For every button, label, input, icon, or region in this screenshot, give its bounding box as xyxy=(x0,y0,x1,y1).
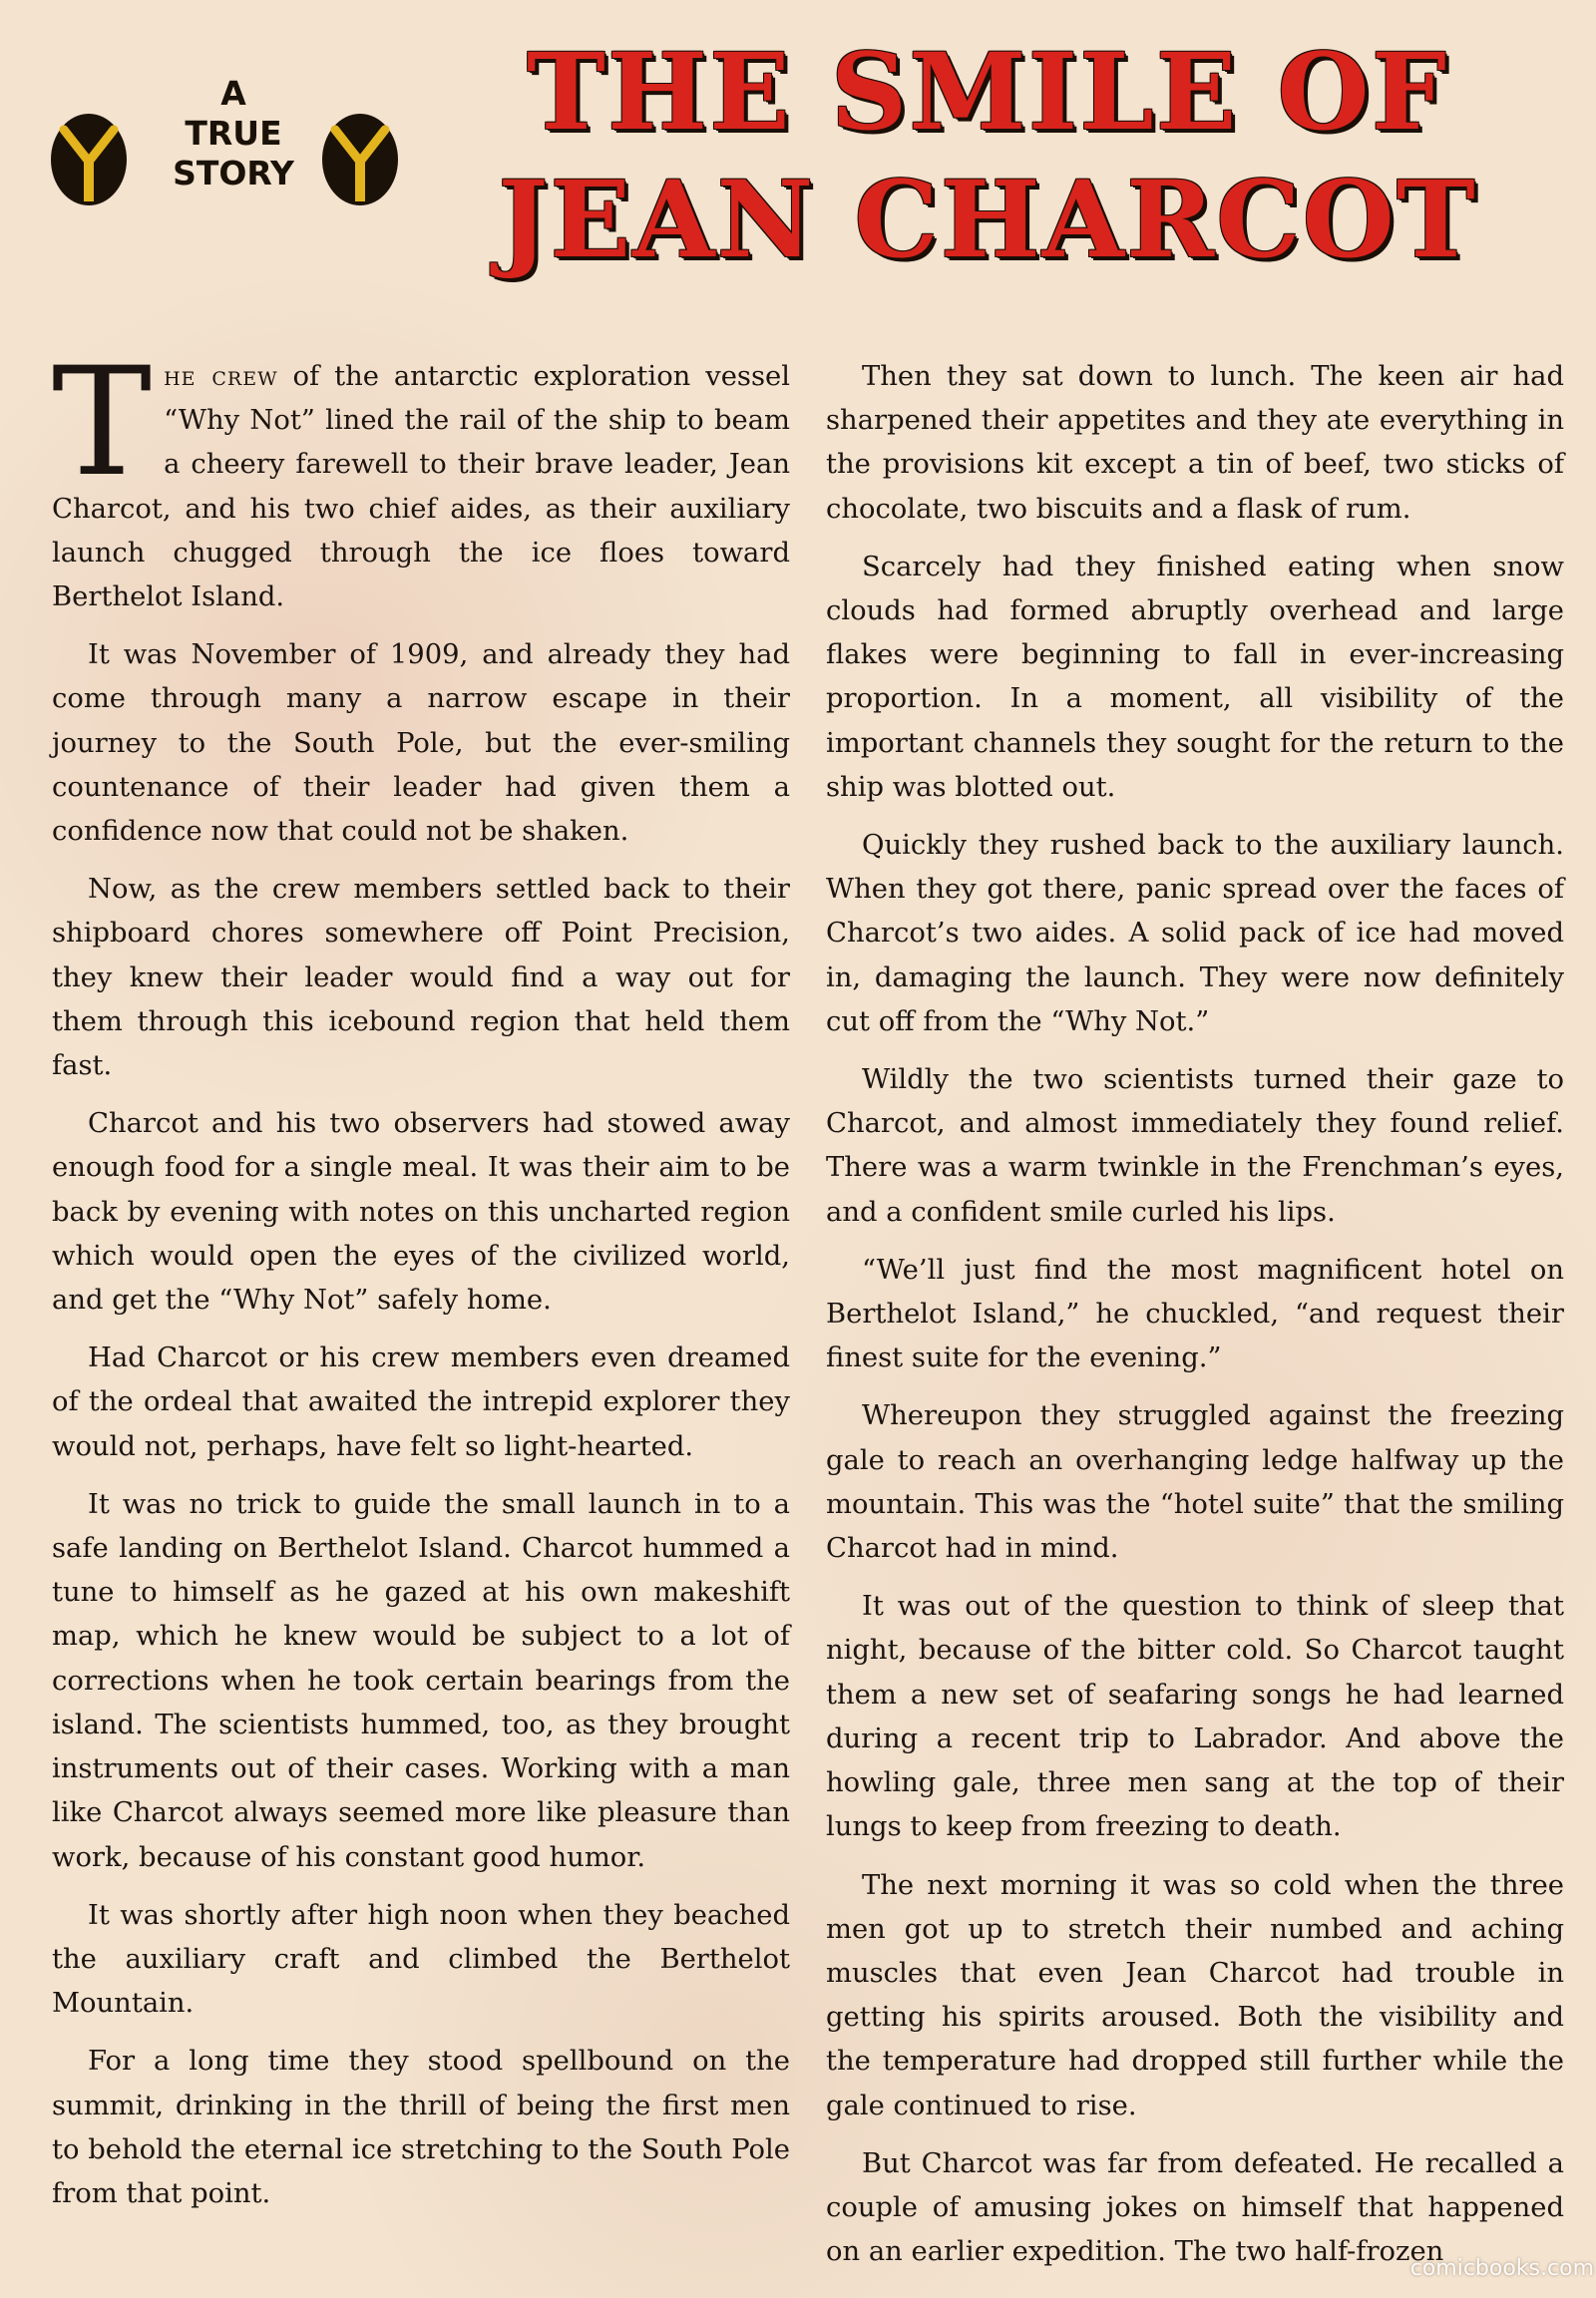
badge-line-true: TRUE xyxy=(185,114,282,153)
right-paragraph-9: But Charcot was far from defeated. He recalled a couple of amusing jokes on himself that happened on an earlier expedition. The two half-frozen xyxy=(826,2147,1564,2268)
right-paragraph-5: “We’ll just find the most magnificent hotel on Berthelot Island,” he chuckled, “and request their finest suite for the evening.” xyxy=(826,1254,1564,1374)
right-paragraph-1: Then they sat down to lunch. The keen air had sharpened their appetites and they ate everything in the provisions kit except a tin of beef, two sticks of chocolate, two biscuits and a flask of rum. xyxy=(826,361,1564,525)
left-paragraph-1 xyxy=(52,336,790,619)
right-paragraph-8: The next morning it was so cold when the three men got up to stretch their numbed and aching muscles that even Jean Charcot had trouble in getting his spirits aroused. Both the visibility and the temperature had dropped still further while the gale continued to rise. xyxy=(826,1869,1564,2121)
drop-cap: T xyxy=(52,336,153,510)
page-title xyxy=(439,28,1536,283)
watermark: comicbooks.com xyxy=(1409,2256,1594,2281)
right-paragraph-3: Quickly they rushed back to the auxiliary launch. When they got there, panic spread over the faces of Charcot’s two aides. A solid pack of ice had moved in, damaging the launch. They were now definitely cut off from the “Why Not.” xyxy=(826,830,1564,1037)
small-caps-lead: he crew xyxy=(164,361,278,392)
title-line-2: JEAN CHARCOT xyxy=(498,157,1477,281)
left-column xyxy=(52,336,790,2230)
right-paragraph-2: Scarcely had they finished eating when snow clouds had formed abruptly overhead and large flakes were beginning to fall in ever-increasing proportion. In a moment, all visibility of the important channels they sought for the return to the ship was blotted out. xyxy=(826,551,1564,803)
paragraph-text: of the antarctic exploration vessel “Why Not” lined the rail of the ship to beam a cheery farewell to their brave leader, Jean Charcot, and his two chief aides, as their auxiliary launch chugged through the ice floes toward Berthelot Island. xyxy=(52,361,790,613)
left-paragraph-8: For a long time they stood spellbound on the summit, drinking in the thrill of being the first men to behold the eternal ice stretching to the South Pole from that point. xyxy=(52,2046,790,2209)
right-paragraph-4: Wildly the two scientists turned their gaze to Charcot, and almost immediately they found relief. There was a warm twinkle in the Frenchman’s eyes, and a confident smile curled his lips. xyxy=(826,1064,1564,1228)
left-paragraph-4: Charcot and his two observers had stowed away enough food for a single meal. It was their aim to be back by evening with notes on this uncharted region which would open the eyes of the civilized world, and get the “Why Not” safely home. xyxy=(52,1108,790,1317)
left-paragraph-6: It was no trick to guide the small launch in to a safe landing on Berthelot Island. Charcot hummed a tune to himself as he gazed at his own makeshift map, which he knew would be subject to a lot of corrections when he took certain bearings from the island. The scientists hummed, too, as they brought instruments out of their cases. Working with a man like Charcot always seemed more like pleasure than work, because of his constant good humor. xyxy=(52,1488,790,1873)
left-paragraph-5: Had Charcot or his crew members even dreamed of the ordeal that awaited the intrepid explorer they would not, perhaps, have felt so light-hearted. xyxy=(52,1342,790,1462)
badge-line-a: A xyxy=(220,74,246,113)
left-paragraph-2: It was November of 1909, and already they had come through many a narrow escape in their journey to the South Pole, but the ever-smiling countenance of their leader had given them a confidence now that could not be shaken. xyxy=(52,639,790,848)
right-paragraph-7: It was out of the question to think of sleep that night, because of the bitter cold. So Charcot taught them a new set of seafaring songs he had learned during a recent trip to Labrador. And above the howling gale, three men sang at the top of their lungs to keep from freezing to death. xyxy=(826,1591,1564,1843)
globe-y-emblem-icon xyxy=(48,100,130,209)
right-column xyxy=(826,355,1564,2288)
title-line-1: THE SMILE OF xyxy=(526,29,1449,154)
right-paragraph-6: Whereupon they struggled against the freezing gale to reach an overhanging ledge halfway up the mountain. This was the “hotel suite” that the smiling Charcot had in mind. xyxy=(826,1400,1564,1565)
badge-line-story: STORY xyxy=(173,154,294,192)
globe-y-emblem-icon xyxy=(319,100,401,209)
left-paragraph-3: Now, as the crew members settled back to their shipboard chores somewhere off Point Precision, they knew their leader would find a way out for them through this icebound region that held them fast. xyxy=(52,874,790,1082)
true-story-badge xyxy=(48,60,407,209)
badge-text xyxy=(160,74,307,193)
left-paragraph-7: It was shortly after high noon when they beached the auxiliary craft and climbed the Berthelot Mountain. xyxy=(52,1899,790,2020)
